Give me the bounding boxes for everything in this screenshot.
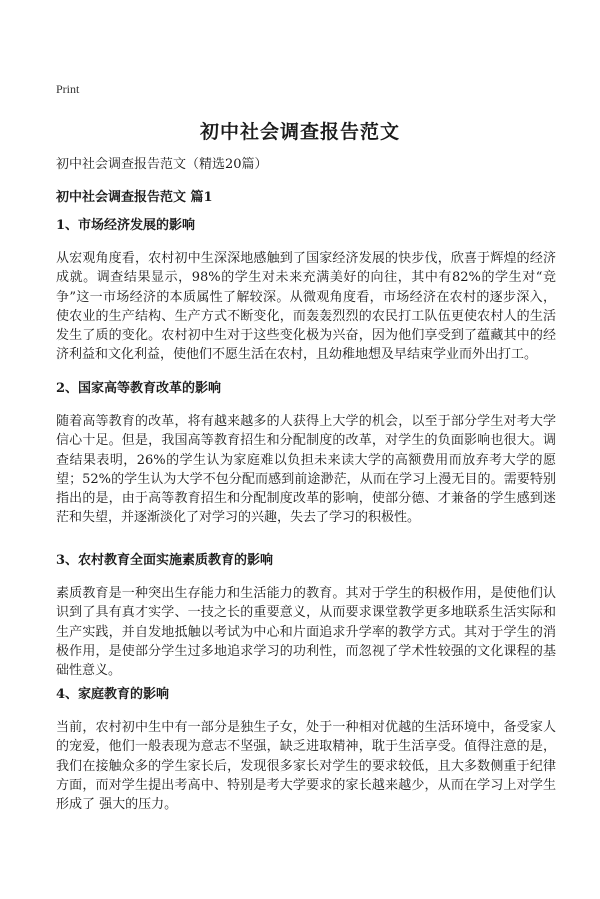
section-heading: 4、家庭教育的影响 bbox=[56, 687, 170, 702]
section-body: 随着高等教育的改革，将有越来越多的人获得上大学的机会，以至于部分学生对考大学信心十足。但是，我国高等教育招生和分配制度的改革，对学生的负面影响也很大。调查结果表明，26%的学生认为家庭难以负担未来读大学的高额费用而放弃考大学的愿望；52%的学生认为大学不包分配而感到前途渺茫，从而在学习上漫无目的。需要特别指出的是，由于高等教育招生和分配制度改革的影响，使部分德、才兼备的学生感到迷茫和失望，并逐渐淡化了对学习的兴趣，失去了学习的积极性。 bbox=[56, 414, 556, 526]
section-higher-education-reform bbox=[56, 380, 556, 528]
page-title: 初中社会调查报告范文 bbox=[199, 121, 400, 143]
section-family-education bbox=[56, 686, 556, 814]
section-body: 素质教育是一种突出生存能力和生活能力的教育。其对于学生的积极作用，是使他们认识到了具有真才实学、一技之长的重要意义，从而要求课堂教学更多地联系生活实际和生产实践，并自发地抵触以考试为中心和片面追求升学率的教学方式。其对于学生的消极作用，是使部分学生过多地追求学习的功利性，而忽视了学术性较强的文化课程的基础性意义。 bbox=[56, 586, 556, 679]
section-heading: 3、农村教育全面实施素质教育的影响 bbox=[56, 553, 274, 568]
section-body: 当前，农村初中生中有一部分是独生子女，处于一种相对优越的生活环境中，备受家人的宠爱，他们一般表现为意志不坚强，缺乏进取精神，耽于生活享受。值得注意的是，我们在接触众多的学生家长后，发现很多家长对学生的要求较低，且大多数侧重于纪律方面，而对学生提出考高中、特别是考大学要求的家长越来越少，从而在学习上对学生形成了 强大的压力。 bbox=[56, 720, 556, 813]
section-market-economy bbox=[56, 217, 556, 365]
chapter-title: 初中社会调查报告范文 篇1 bbox=[56, 190, 213, 205]
section-body: 从宏观角度看，农村初中生深深地感触到了国家经济发展的快步伐，欣喜于辉煌的经济成就。调查结果显示，98%的学生对未来充满美好的向往，其中有82%的学生对“竞争”这一市场经济的本质属性了解较深。从微观角度看，市场经济在农村的逐步深入，使农业的生产结构、生产方式不断变化，而轰轰烈烈的农民打工队伍更使农村人的生活发生了质的变化。农村初中生对于这些变化极为兴奋，因为他们享受到了蕴藏其中的经济利益和文化利益，使他们不愿生活在农村，且幼稚地想及早结束学业而外出打工。 bbox=[56, 251, 556, 363]
section-heading: 2、国家高等教育改革的影响 bbox=[56, 381, 222, 396]
section-quality-education bbox=[56, 552, 556, 680]
print-label: Print bbox=[56, 82, 80, 96]
section-heading: 1、市场经济发展的影响 bbox=[56, 218, 196, 233]
document-subtitle: 初中社会调查报告范文（精选20篇） bbox=[56, 157, 268, 172]
